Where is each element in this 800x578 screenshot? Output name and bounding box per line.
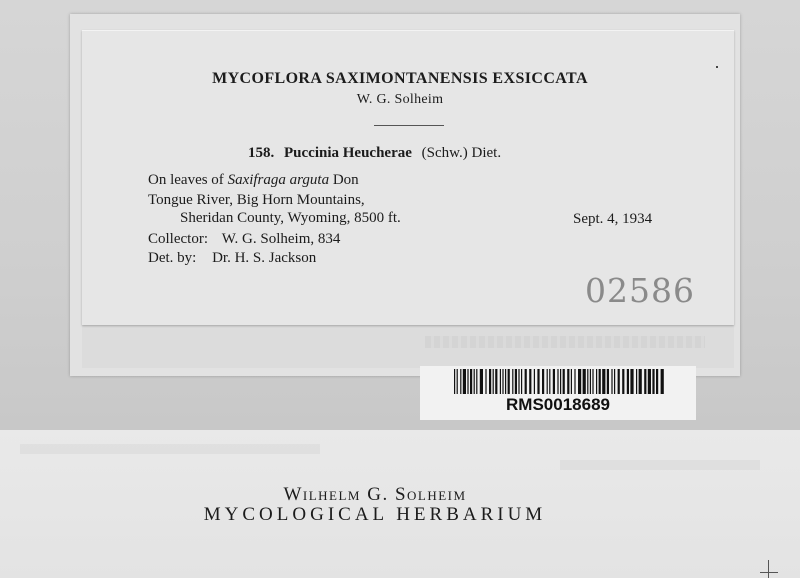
host-species: Saxifraga arguta xyxy=(227,172,330,188)
barcode-bar xyxy=(602,369,605,394)
barcode-text: RMS0018689 xyxy=(506,395,610,414)
barcode-bar xyxy=(578,369,581,394)
collector-line xyxy=(148,231,340,248)
herbarium-title: MYCOLOGICAL HERBARIUM xyxy=(203,504,547,525)
series-title: MYCOFLORA SAXIMONTANENSIS EXSICCATA xyxy=(212,70,588,87)
collector-label: Collector: xyxy=(148,231,208,247)
barcode-bar xyxy=(534,369,535,394)
barcode-bar xyxy=(592,369,593,394)
barcode-bar xyxy=(502,369,503,394)
barcode-bar xyxy=(542,369,544,394)
barcode-bar xyxy=(518,369,519,394)
barcode-bar xyxy=(607,369,609,394)
species-name: Puccinia Heucherae xyxy=(284,145,412,161)
barcode-bar xyxy=(627,369,629,394)
determiner-label: Det. by: xyxy=(148,250,197,266)
barcode-bar xyxy=(590,369,591,394)
exsiccata-number: 158. xyxy=(248,145,275,161)
barcode-bar xyxy=(512,369,513,394)
barcode-bar xyxy=(661,369,664,394)
barcode-bar xyxy=(587,369,588,394)
barcode-bar xyxy=(618,369,620,394)
host-author: Don xyxy=(332,172,359,188)
barcode-bar xyxy=(463,369,466,394)
paper-speck xyxy=(716,66,718,68)
species-heading xyxy=(248,145,501,162)
barcode-bar xyxy=(583,369,586,394)
barcode-bar xyxy=(547,369,548,394)
barcode-bar xyxy=(480,369,483,394)
barcode-bar xyxy=(495,369,497,394)
barcode-bar xyxy=(656,369,658,394)
barcode-bar xyxy=(489,369,491,394)
barcode-bar xyxy=(574,369,575,394)
barcode-bar xyxy=(567,369,569,394)
barcode-bar xyxy=(537,369,539,394)
determiner-value: Dr. H. S. Jackson xyxy=(212,250,317,266)
barcode-bar xyxy=(622,369,624,394)
collector-value: W. G. Solheim, 834 xyxy=(221,231,341,247)
barcode-bar xyxy=(611,369,612,394)
barcode-bar xyxy=(553,369,555,394)
barcode-bar xyxy=(525,369,527,394)
herbarium-name: Wilhelm G. Solheim xyxy=(283,484,467,505)
barcode-bar xyxy=(467,369,468,394)
barcode-bar xyxy=(457,369,458,394)
species-authority: (Schw.) Diet. xyxy=(421,145,502,161)
barcode-bar xyxy=(560,369,561,394)
barcode-bar xyxy=(557,369,558,394)
barcode-bar xyxy=(493,369,494,394)
barcode-bar xyxy=(500,369,501,394)
barcode-bar xyxy=(636,369,637,394)
determiner-line xyxy=(148,250,316,267)
barcode-bar xyxy=(630,369,633,394)
barcode-bar xyxy=(505,369,506,394)
barcode-bar xyxy=(508,369,510,394)
barcode-bar xyxy=(549,369,550,394)
barcode-bar xyxy=(460,369,461,394)
accession-number: 02586 xyxy=(585,271,695,310)
title-divider xyxy=(374,125,444,126)
barcode-bar xyxy=(571,369,572,394)
series-editor: W. G. Solheim xyxy=(356,92,444,107)
barcode-bar xyxy=(596,369,597,394)
barcode-bar xyxy=(639,369,642,394)
locality-line-2: Sheridan County, Wyoming, 8500 ft. xyxy=(180,210,401,226)
barcode-image xyxy=(454,369,666,394)
barcode-bar xyxy=(521,369,522,394)
host-prefix: On leaves of xyxy=(148,172,224,188)
barcode-bar xyxy=(614,369,615,394)
barcode-bar xyxy=(485,369,486,394)
barcode-bar xyxy=(470,369,472,394)
barcode-bar xyxy=(515,369,517,394)
crosshair-mark xyxy=(760,560,778,578)
locality-line-1: Tongue River, Big Horn Mountains, xyxy=(148,192,365,208)
barcode-bar xyxy=(644,369,646,394)
barcode-bar xyxy=(474,369,475,394)
barcode-bar xyxy=(476,369,477,394)
barcode-bar xyxy=(529,369,531,394)
bleed-through-text xyxy=(425,336,705,348)
barcode-bar xyxy=(648,369,651,394)
bleed-through-mark xyxy=(20,444,320,454)
bleed-through-mark xyxy=(560,460,760,470)
barcode-bar xyxy=(652,369,654,394)
barcode-bar xyxy=(454,369,455,394)
host-line xyxy=(148,172,359,189)
collection-date: Sept. 4, 1934 xyxy=(573,211,653,227)
barcode-bar xyxy=(563,369,565,394)
barcode-bar xyxy=(599,369,601,394)
